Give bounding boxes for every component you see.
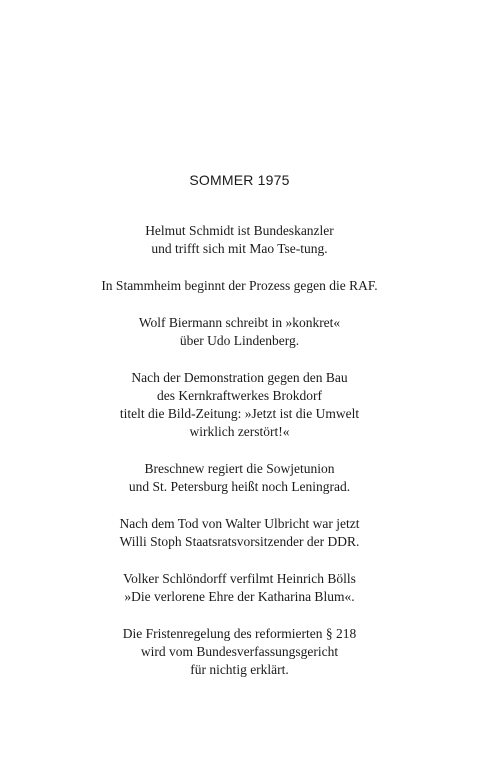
paragraph-line: des Kernkraftwerkes Brokdorf	[157, 387, 322, 403]
paragraph	[0, 277, 479, 295]
paragraph-line: Helmut Schmidt ist Bundeskanzler	[145, 223, 334, 238]
paragraph-line: und trifft sich mit Mao Tse-tung.	[151, 241, 328, 257]
paragraph-line: wird vom Bundesverfassungsgericht	[140, 643, 339, 659]
paragraph	[0, 369, 479, 442]
paragraph	[0, 625, 479, 680]
paragraph-line: Volker Schlöndorff verfilmt Heinrich Bölls	[123, 570, 356, 586]
paragraph	[0, 515, 479, 551]
paragraph-line: Nach dem Tod von Walter Ulbricht war jetzt	[119, 515, 360, 531]
paragraph	[0, 460, 479, 496]
paragraph	[0, 570, 479, 606]
paragraph-line: für nichtig erklärt.	[190, 661, 289, 677]
page-heading: SOMMER 1975	[189, 172, 290, 188]
paragraph-line: »Die verlorene Ehre der Katharina Blum«.	[124, 588, 355, 604]
paragraph-line: Die Fristenregelung des reformierten § 218	[122, 625, 357, 641]
paragraph-line: Breschnew regiert die Sowjetunion	[144, 460, 335, 476]
paragraph	[0, 314, 479, 350]
paragraph-line: wirklich zerstört!«	[189, 424, 290, 440]
poem-body	[0, 222, 479, 698]
paragraph-line: Wolf Biermann schreibt in »konkret«	[138, 314, 341, 330]
paragraph-line: Nach der Demonstration gegen den Bau	[131, 369, 348, 385]
paragraph-line: über Udo Lindenberg.	[179, 332, 300, 348]
paragraph-line: Willi Stoph Staatsratsvorsitzender der DDR.	[119, 533, 360, 549]
paragraph-line: und St. Petersburg heißt noch Leningrad.	[128, 479, 351, 495]
paragraph	[0, 222, 479, 258]
paragraph-line: titelt die Bild-Zeitung: »Jetzt ist die Umwelt	[119, 405, 360, 421]
paragraph-line: In Stammheim beginnt der Prozess gegen die RAF.	[101, 277, 378, 293]
